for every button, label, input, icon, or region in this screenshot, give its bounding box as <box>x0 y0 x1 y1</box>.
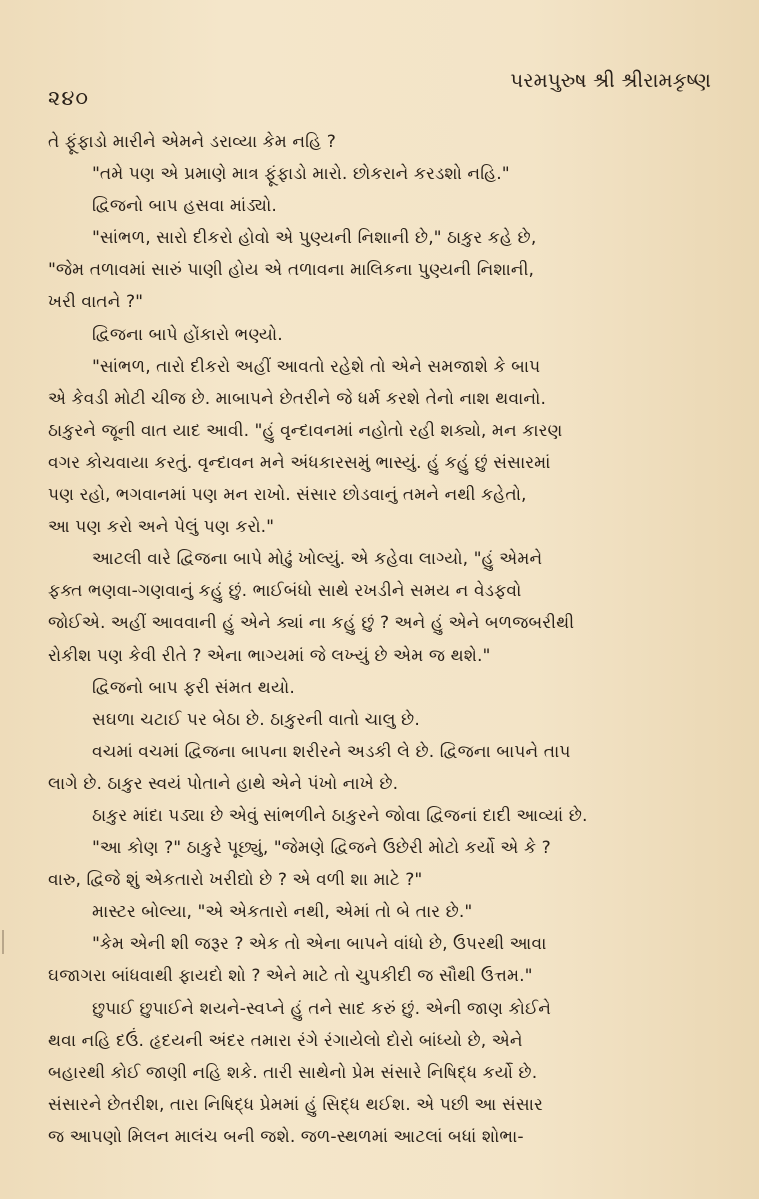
text-line: વચમાં વચમાં દ્વિજના બાપના શરીરને અડકી લે છે. દ્વિજના બાપને તાપ <box>92 741 571 762</box>
text-line: વગર કોચવાયા કરતું. વૃન્દાવન મને અંધકારસમું ભાસ્યું. હું કહું છું સંસારમાં <box>48 452 551 473</box>
text-line: દ્વિજનો બાપ ફરી સંમત થયો. <box>92 677 295 698</box>
running-head-title: પરમપુરુષ શ્રી શ્રીરામકૃષ્ણ <box>510 68 711 92</box>
text-line: જોઈએ. અહીં આવવાની હું એને ક્યાં ના કહું છું ? અને હું એને બળજબરીથી <box>48 613 575 634</box>
text-line: "આ કોણ ?" ઠાકુરે પૂછ્યું, "જેમણે દ્વિજને ઉછેરી મોટો કર્યો એ કે ? <box>92 838 551 859</box>
text-line: સઘળા ચટાઈ પર બેઠા છે. ઠાકુરની વાતો ચાલુ છે. <box>92 709 420 730</box>
text-line: ઠાકુર માંદા પડ્યા છે એવું સાંભળીને ઠાકુરને જોવા દ્વિજનાં દાદી આવ્યાં છે. <box>92 805 588 826</box>
text-line: "જેમ તળાવમાં સારું પાણી હોય એ તળાવના માલિકના પુણ્યની નિશાની, <box>48 260 535 281</box>
text-line: લાગે છે. ઠાકુર સ્વયં પોતાને હાથે એને પંખો નાખે છે. <box>48 773 399 794</box>
text-line: ઠાકુરને જૂની વાત યાદ આવી. "હું વૃન્દાવનમાં નહોતો રહી શક્યો, મન કારણ <box>48 420 563 441</box>
text-line: જ આપણો મિલન માલંચ બની જશે. જળ-સ્થળમાં આટલાં બધાં શોભા- <box>48 1126 524 1147</box>
text-line: સંસારને છેતરીશ, તારા નિષિદ્ધ પ્રેમમાં હું સિદ્ધ થઈશ. એ પછી આ સંસાર <box>48 1094 543 1115</box>
text-line: માસ્ટર બોલ્યા, "એ એકતારો નથી, એમાં તો બે તાર છે." <box>92 902 473 923</box>
text-line: આ પણ કરો અને પેલું પણ કરો." <box>48 517 275 538</box>
text-line: તે ફૂંફાડો મારીને એમને ડરાવ્યા કેમ નહિ ? <box>48 132 336 152</box>
text-line: વારુ, દ્વિજે શું એકતારો ખરીદ્યો છે ? એ વળી શા માટે ?" <box>48 870 423 891</box>
text-line: છુપાઈ છુપાઈને શયને-સ્વપ્ને હું તને સાદ કરું છું. એની જાણ કોઈને <box>92 998 552 1019</box>
text-line: ફક્ત ભણવા-ગણવાનું કહું છું. ભાઈબંધો સાથે રખડીને સમય ન વેડફવો <box>48 581 522 602</box>
text-line: "સાંભળ, સારો દીકરો હોવો એ પુણ્યની નિશાની છે," ઠાકુર કહે છે, <box>92 228 537 249</box>
margin-mark <box>2 930 4 954</box>
text-line: દ્વિજના બાપે હોંકારો ભણ્યો. <box>92 324 283 345</box>
text-line: એ કેવડી મોટી ચીજ છે. માબાપને છેતરીને જે ધર્મ કરશે તેનો નાશ થવાનો. <box>48 388 546 409</box>
text-line: પણ રહો, ભગવાનમાં પણ મન રાખો. સંસાર છોડવાનું તમને નથી કહેતો, <box>48 485 527 506</box>
text-line: ખરી વાતને ?" <box>48 292 144 313</box>
page-number: ૨૪૦ <box>48 86 89 110</box>
text-line: "કેમ એની શી જરૂર ? એક તો એના બાપને વાંધો છે, ઉપરથી આવા <box>92 934 547 955</box>
text-line: દ્વિજનો બાપ હસવા માંડ્યો. <box>92 196 277 217</box>
text-line: રોકીશ પણ કેવી રીતે ? એના ભાગ્યમાં જે લખ્યું છે એમ જ થશે." <box>48 645 491 666</box>
text-line: "તમે પણ એ પ્રમાણે માત્ર ફૂંફાડો મારો. છોકરાને કરડશો નહિ." <box>92 164 510 185</box>
text-line: આટલી વારે દ્વિજના બાપે મોઢું ખોલ્યું. એ કહેવા લાગ્યો, "હું એમને <box>92 549 543 570</box>
text-line: ઘજાગરા બાંધવાથી ફાયદો શો ? એને માટે તો ચુપકીદી જ સૌથી ઉત્તમ." <box>48 966 533 987</box>
text-line: થવા નહિ દઉં. હૃદયની અંદર તમારા રંગે રંગાયેલો દોરો બાંધ્યો છે, એને <box>48 1030 523 1051</box>
body-text <box>48 126 719 1153</box>
text-line: બહારથી કોઈ જાણી નહિ શકે. તારી સાથેનો પ્રેમ સંસારે નિષિદ્ધ કર્યો છે. <box>48 1062 538 1083</box>
text-line: "સાંભળ, તારો દીકરો અહીં આવતો રહેશે તો એને સમજાશે કે બાપ <box>92 356 541 377</box>
